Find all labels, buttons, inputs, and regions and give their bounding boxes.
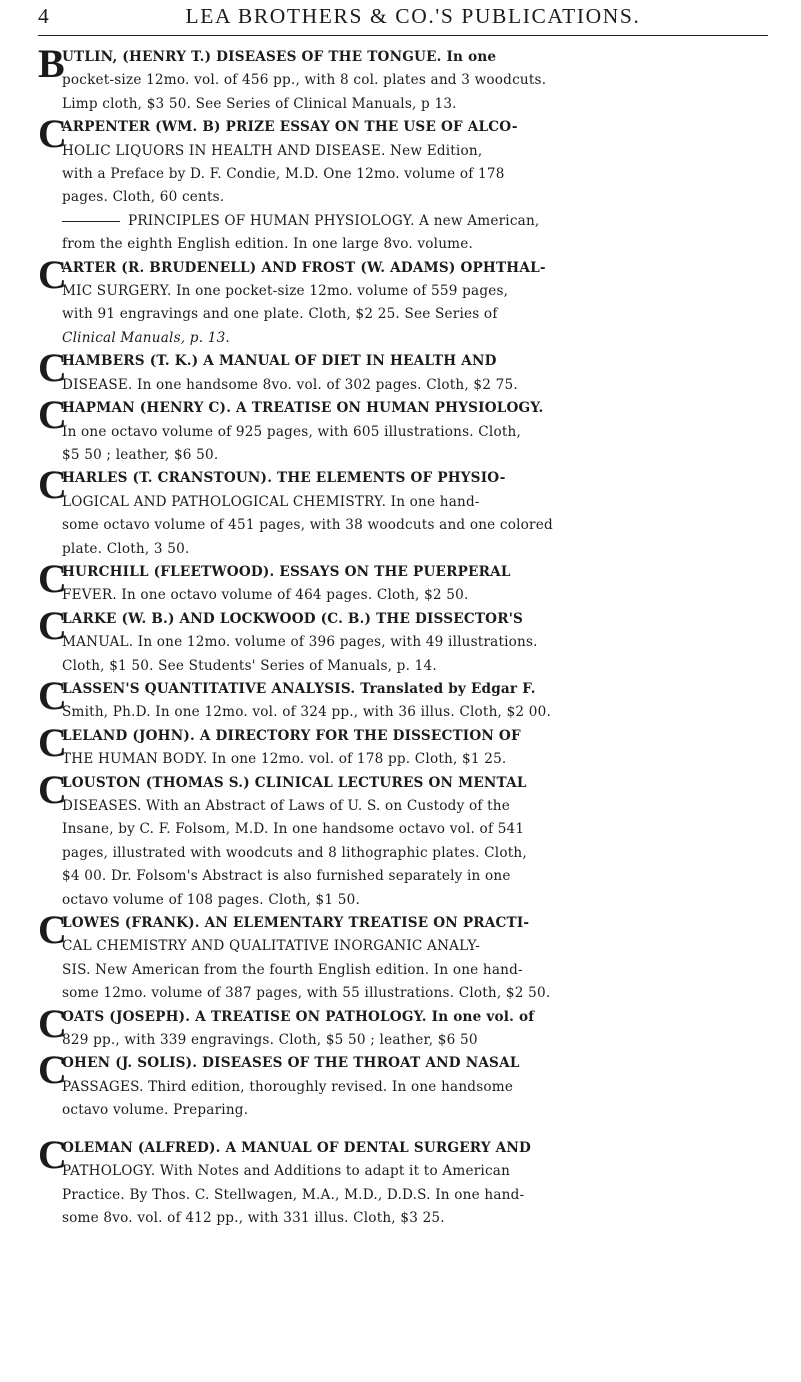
entry-line: ARPENTER (WM. B) PRIZE ESSAY ON THE USE OF ALCO- bbox=[62, 119, 518, 136]
entry-line: octavo volume. Preparing. bbox=[62, 1102, 249, 1119]
drop-initial: B bbox=[38, 41, 65, 86]
catalog-entry bbox=[38, 1000, 768, 1053]
entry-line: SIS. New American from the fourth English edition. In one hand- bbox=[62, 961, 523, 978]
running-head bbox=[38, 4, 768, 30]
entry-line: Insane, by C. F. Folsom, M.D. In one handsome octavo vol. of 541 bbox=[62, 821, 525, 838]
entry-line: Clinical Manuals, p. 13. bbox=[62, 329, 230, 346]
catalog-entry bbox=[38, 251, 768, 351]
entry-line: In one octavo volume of 925 pages, with 605 illustrations. Cloth, bbox=[62, 423, 521, 440]
entry-line: MANUAL. In one 12mo. volume of 396 pages, with 49 illustrations. bbox=[62, 634, 538, 651]
drop-initial: C bbox=[38, 602, 67, 648]
entry-line: DISEASES. With an Abstract of Laws of U. S. on Custody of the bbox=[62, 798, 510, 814]
drop-initial: C bbox=[38, 345, 67, 391]
entry-line: CAL CHEMISTRY AND QUALITATIVE INORGANIC ANALY- bbox=[62, 938, 481, 955]
entry-line-text: PRINCIPLES OF HUMAN PHYSIOLOGY. A new American, bbox=[128, 212, 540, 229]
entry-line: some octavo volume of 451 pages, with 38 woodcuts and one colored bbox=[62, 517, 553, 534]
catalog-entry bbox=[38, 41, 768, 116]
drop-initial: C bbox=[38, 907, 67, 953]
catalog-entry bbox=[38, 672, 768, 725]
catalog-entry bbox=[38, 111, 768, 210]
catalog-entry bbox=[38, 602, 768, 678]
drop-initial: C bbox=[38, 719, 67, 765]
drop-initial: C bbox=[38, 462, 67, 508]
catalog-entry bbox=[38, 462, 768, 561]
drop-initial: C bbox=[38, 251, 67, 297]
entry-line: DISEASE. In one handsome 8vo. vol. of 302 pages. Cloth, $2 75. bbox=[62, 376, 518, 393]
entry-line: UTLIN, (HENRY T.) DISEASES OF THE TONGUE. In one bbox=[62, 49, 497, 65]
entry-line: pages, illustrated with woodcuts and 8 lithographic plates. Cloth, bbox=[62, 844, 527, 861]
catalog-entries bbox=[38, 41, 768, 1230]
entry-line: PASSAGES. Third edition, thoroughly revised. In one handsome bbox=[62, 1078, 514, 1095]
drop-initial: C bbox=[38, 111, 67, 157]
entry-line: Limp cloth, $3 50. See Series of Clinical Manuals, p 13. bbox=[62, 95, 457, 112]
entry-line: LOGICAL AND PATHOLOGICAL CHEMISTRY. In one hand- bbox=[62, 493, 480, 510]
running-title: LEA BROTHERS & CO.'S PUBLICATIONS. bbox=[185, 4, 641, 28]
catalog-entry bbox=[38, 1047, 768, 1122]
drop-initial: C bbox=[38, 672, 67, 718]
entry-line: plate. Cloth, 3 50. bbox=[62, 540, 190, 557]
entry-line: $4 00. Dr. Folsom's Abstract is also furnished separately in one bbox=[62, 868, 511, 885]
drop-initial: C bbox=[38, 1000, 67, 1046]
entry-line: HARLES (T. CRANSTOUN). THE ELEMENTS OF PHYSIO- bbox=[62, 470, 506, 487]
entry-line: HAPMAN (HENRY C). A TREATISE ON HUMAN PHYSIOLOGY. bbox=[62, 400, 544, 417]
entry-line: OHEN (J. SOLIS). DISEASES OF THE THROAT AND NASAL bbox=[62, 1055, 520, 1072]
entry-line: Smith, Ph.D. In one 12mo. vol. of 324 pp., with 36 illus. Cloth, $2 00. bbox=[62, 704, 552, 721]
header-rule bbox=[38, 35, 768, 36]
drop-initial: C bbox=[38, 766, 67, 812]
entry-line: OATS (JOSEPH). A TREATISE ON PATHOLOGY. In one vol. of bbox=[62, 1008, 535, 1025]
drop-initial: C bbox=[38, 555, 67, 601]
catalog-entry bbox=[38, 766, 768, 912]
entry-line: some 12mo. volume of 387 pages, with 55 illustrations. Cloth, $2 50. bbox=[62, 985, 551, 1002]
entry-line: octavo volume of 108 pages. Cloth, $1 50. bbox=[62, 891, 360, 908]
entry-line: LOWES (FRANK). AN ELEMENTARY TREATISE ON PRACTI- bbox=[62, 915, 530, 932]
catalog-entry bbox=[38, 345, 768, 397]
entry-line: LOUSTON (THOMAS S.) CLINICAL LECTURES ON MENTAL bbox=[62, 774, 527, 791]
entry-line: THE HUMAN BODY. In one 12mo. vol. of 178 pp. Cloth, $1 25. bbox=[62, 751, 507, 768]
entry-line: from the eighth English edition. In one large 8vo. volume. bbox=[62, 236, 474, 253]
ditto-rule bbox=[62, 221, 120, 222]
entry-line: FEVER. In one octavo volume of 464 pages. Cloth, $2 50. bbox=[62, 587, 469, 604]
catalog-entry bbox=[38, 719, 768, 772]
entry-line: 829 pp., with 339 engravings. Cloth, $5 50 ; leather, $6 50 bbox=[62, 1032, 478, 1049]
catalog-entry bbox=[38, 1131, 768, 1231]
entry-line: Practice. By Thos. C. Stellwagen, M.A., M.D., D.D.S. In one hand- bbox=[62, 1186, 525, 1203]
catalog-entry bbox=[38, 555, 768, 608]
entry-line: with a Preface by D. F. Condie, M.D. One 12mo. volume of 178 bbox=[62, 166, 505, 183]
drop-initial: C bbox=[38, 1131, 67, 1177]
entry-line: MIC SURGERY. In one pocket-size 12mo. volume of 559 pages, bbox=[62, 283, 509, 300]
entry-line: LASSEN'S QUANTITATIVE ANALYSIS. Translated by Edgar F. bbox=[62, 680, 536, 697]
catalog-entry bbox=[38, 907, 768, 1006]
entry-line: pocket-size 12mo. vol. of 456 pp., with 8 col. plates and 3 woodcuts. bbox=[62, 72, 547, 89]
entry-line: $5 50 ; leather, $6 50. bbox=[62, 446, 219, 463]
entry-line: some 8vo. vol. of 412 pp., with 331 illus. Cloth, $3 25. bbox=[62, 1209, 445, 1226]
drop-initial: C bbox=[38, 392, 67, 438]
entry-line: PATHOLOGY. With Notes and Additions to adapt it to American bbox=[62, 1163, 511, 1180]
entry-line: HOLIC LIQUORS IN HEALTH AND DISEASE. New Edition, bbox=[62, 142, 483, 159]
entry-line: pages. Cloth, 60 cents. bbox=[62, 189, 225, 206]
drop-initial: C bbox=[38, 1047, 67, 1093]
entry-line: with 91 engravings and one plate. Cloth, $2 25. See Series of bbox=[62, 306, 498, 323]
entry-line: Cloth, $1 50. See Students' Series of Manuals, p. 14. bbox=[62, 657, 437, 674]
entry-line bbox=[62, 210, 768, 233]
entry-line: LELAND (JOHN). A DIRECTORY FOR THE DISSECTION OF bbox=[62, 727, 521, 744]
entry-line: HURCHILL (FLEETWOOD). ESSAYS ON THE PUERPERAL bbox=[62, 563, 511, 580]
catalog-entry bbox=[38, 210, 768, 257]
entry-line: OLEMAN (ALFRED). A MANUAL OF DENTAL SURGERY AND bbox=[62, 1139, 532, 1156]
page-number: 4 bbox=[38, 4, 51, 28]
entry-line: HAMBERS (T. K.) A MANUAL OF DIET IN HEALTH AND bbox=[62, 353, 497, 370]
catalog-entry bbox=[38, 392, 768, 467]
entry-line: LARKE (W. B.) AND LOCKWOOD (C. B.) THE DISSECTOR'S bbox=[62, 610, 524, 627]
entry-line: ARTER (R. BRUDENELL) AND FROST (W. ADAMS) OPHTHAL- bbox=[62, 259, 546, 276]
